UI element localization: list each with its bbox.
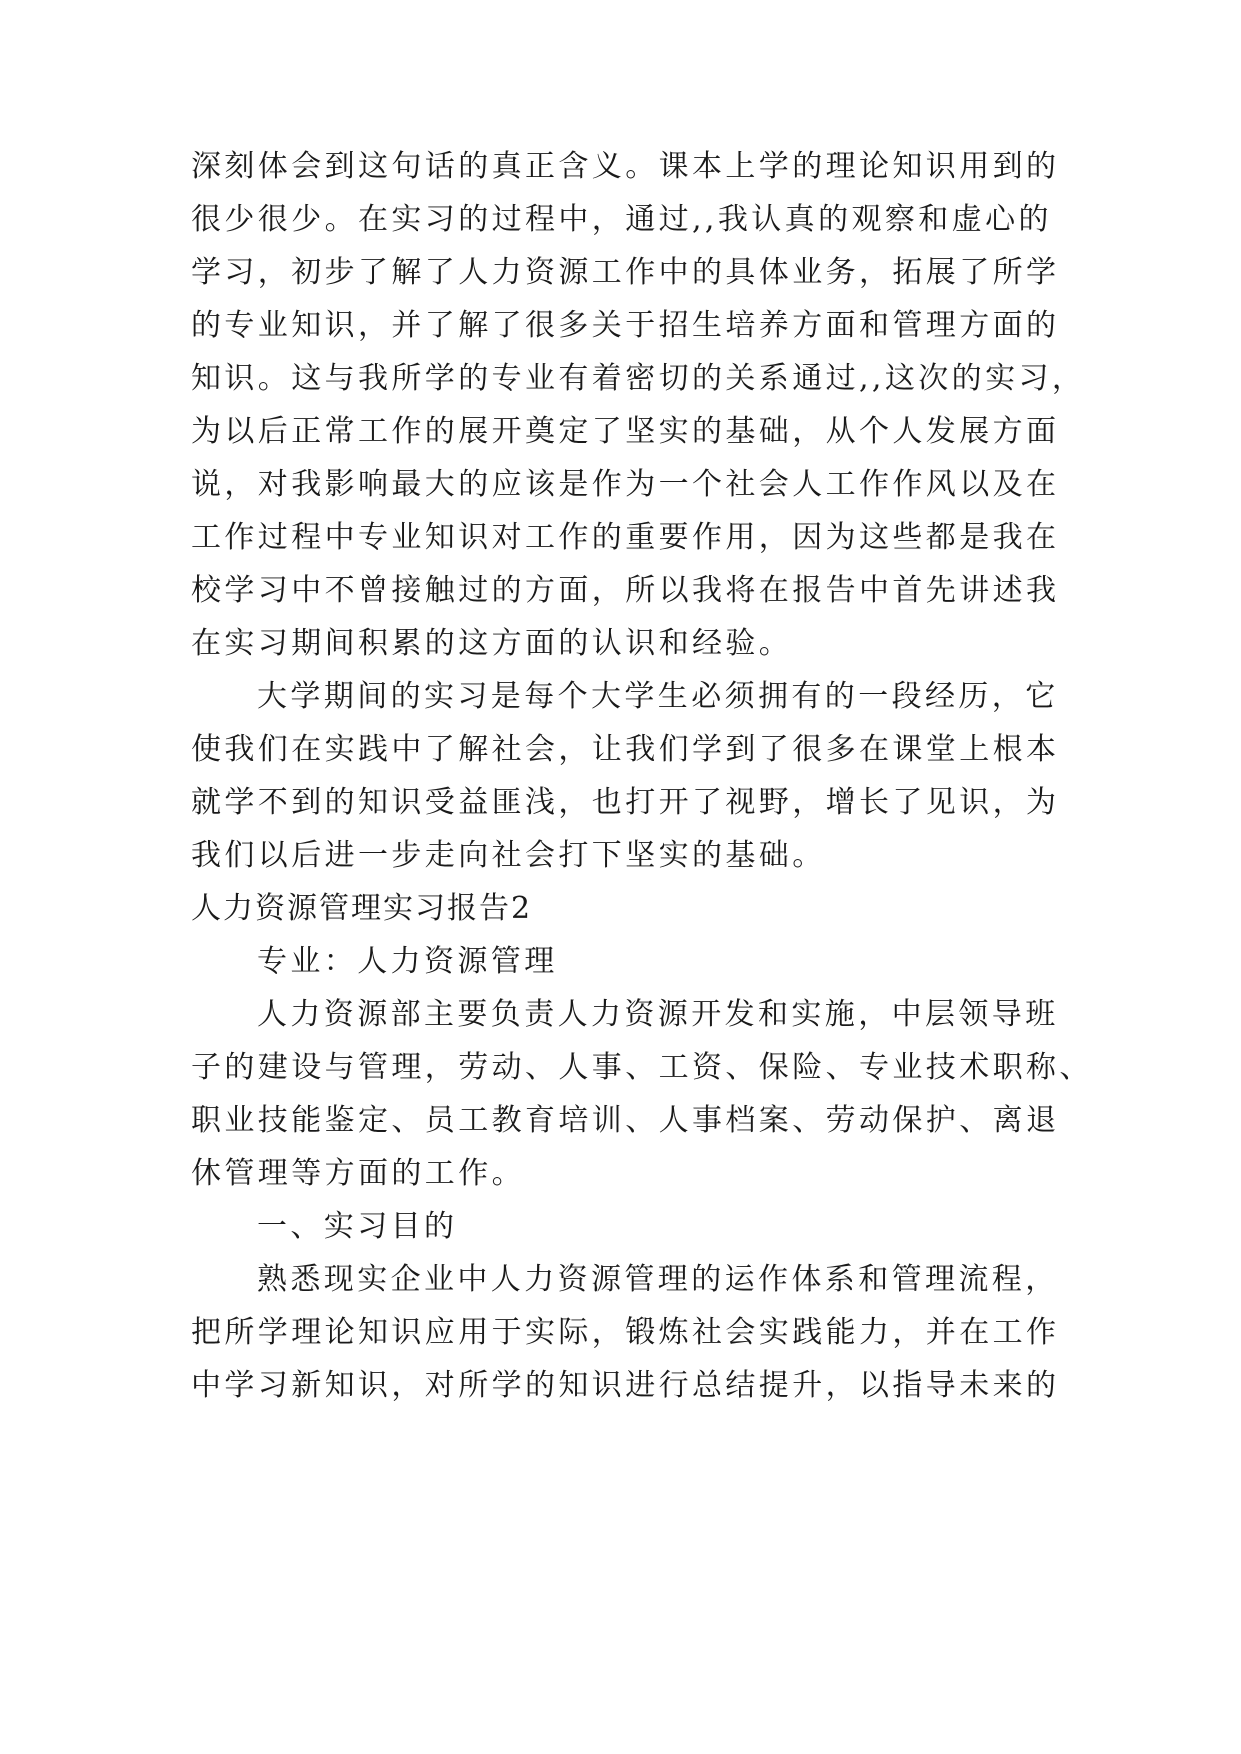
major-line: 专业：人力资源管理 bbox=[257, 944, 558, 979]
paragraph-start-line: 熟悉现实企业中人力资源管理的运作体系和管理流程， bbox=[257, 1262, 1059, 1297]
section-heading: 一、实习目的 bbox=[257, 1209, 458, 1244]
text-line: 把所学理论知识应用于实际，锻炼社会实践能力，并在工作 bbox=[191, 1315, 1060, 1350]
text-line: 使我们在实践中了解社会，让我们学到了很多在课堂上根本 bbox=[191, 732, 1060, 767]
text-line: 就学不到的知识受益匪浅，也打开了视野，增长了见识，为 bbox=[191, 785, 1060, 820]
document-body bbox=[191, 140, 1093, 1412]
text-line: 学习，初步了解了人力资源工作中的具体业务，拓展了所学 bbox=[191, 255, 1060, 290]
text-line: 的专业知识，并了解了很多关于招生培养方面和管理方面的 bbox=[191, 308, 1060, 343]
text-line: 说，对我影响最大的应该是作为一个社会人工作作风以及在 bbox=[191, 467, 1060, 502]
text-line: 很少很少。在实习的过程中，通过,,我认真的观察和虚心的 bbox=[191, 202, 1052, 237]
text-line: 我们以后进一步走向社会打下坚实的基础。 bbox=[191, 838, 826, 873]
text-line: 工作过程中专业知识对工作的重要作用，因为这些都是我在 bbox=[191, 520, 1060, 555]
text-line: 为以后正常工作的展开奠定了坚实的基础，从个人发展方面 bbox=[191, 414, 1060, 449]
text-line: 休管理等方面的工作。 bbox=[191, 1156, 525, 1191]
text-line: 深刻体会到这句话的真正含义。课本上学的理论知识用到的 bbox=[191, 149, 1060, 184]
text-line: 在实习期间积累的这方面的认识和经验。 bbox=[191, 626, 793, 661]
report-heading: 人力资源管理实习报告2 bbox=[191, 891, 533, 926]
paragraph-start-line: 人力资源部主要负责人力资源开发和实施，中层领导班 bbox=[257, 997, 1059, 1032]
text-line: 职业技能鉴定、员工教育培训、人事档案、劳动保护、离退 bbox=[191, 1103, 1060, 1138]
text-line: 校学习中不曾接触过的方面，所以我将在报告中首先讲述我 bbox=[191, 573, 1060, 608]
text-line: 知识。这与我所学的专业有着密切的关系通过,,这次的实习， bbox=[191, 361, 1086, 396]
text-line: 子的建设与管理，劳动、人事、工资、保险、专业技术职称、 bbox=[191, 1050, 1093, 1085]
paragraph-start-line: 大学期间的实习是每个大学生必须拥有的一段经历，它 bbox=[257, 679, 1059, 714]
text-line: 中学习新知识，对所学的知识进行总结提升，以指导未来的 bbox=[191, 1368, 1060, 1403]
